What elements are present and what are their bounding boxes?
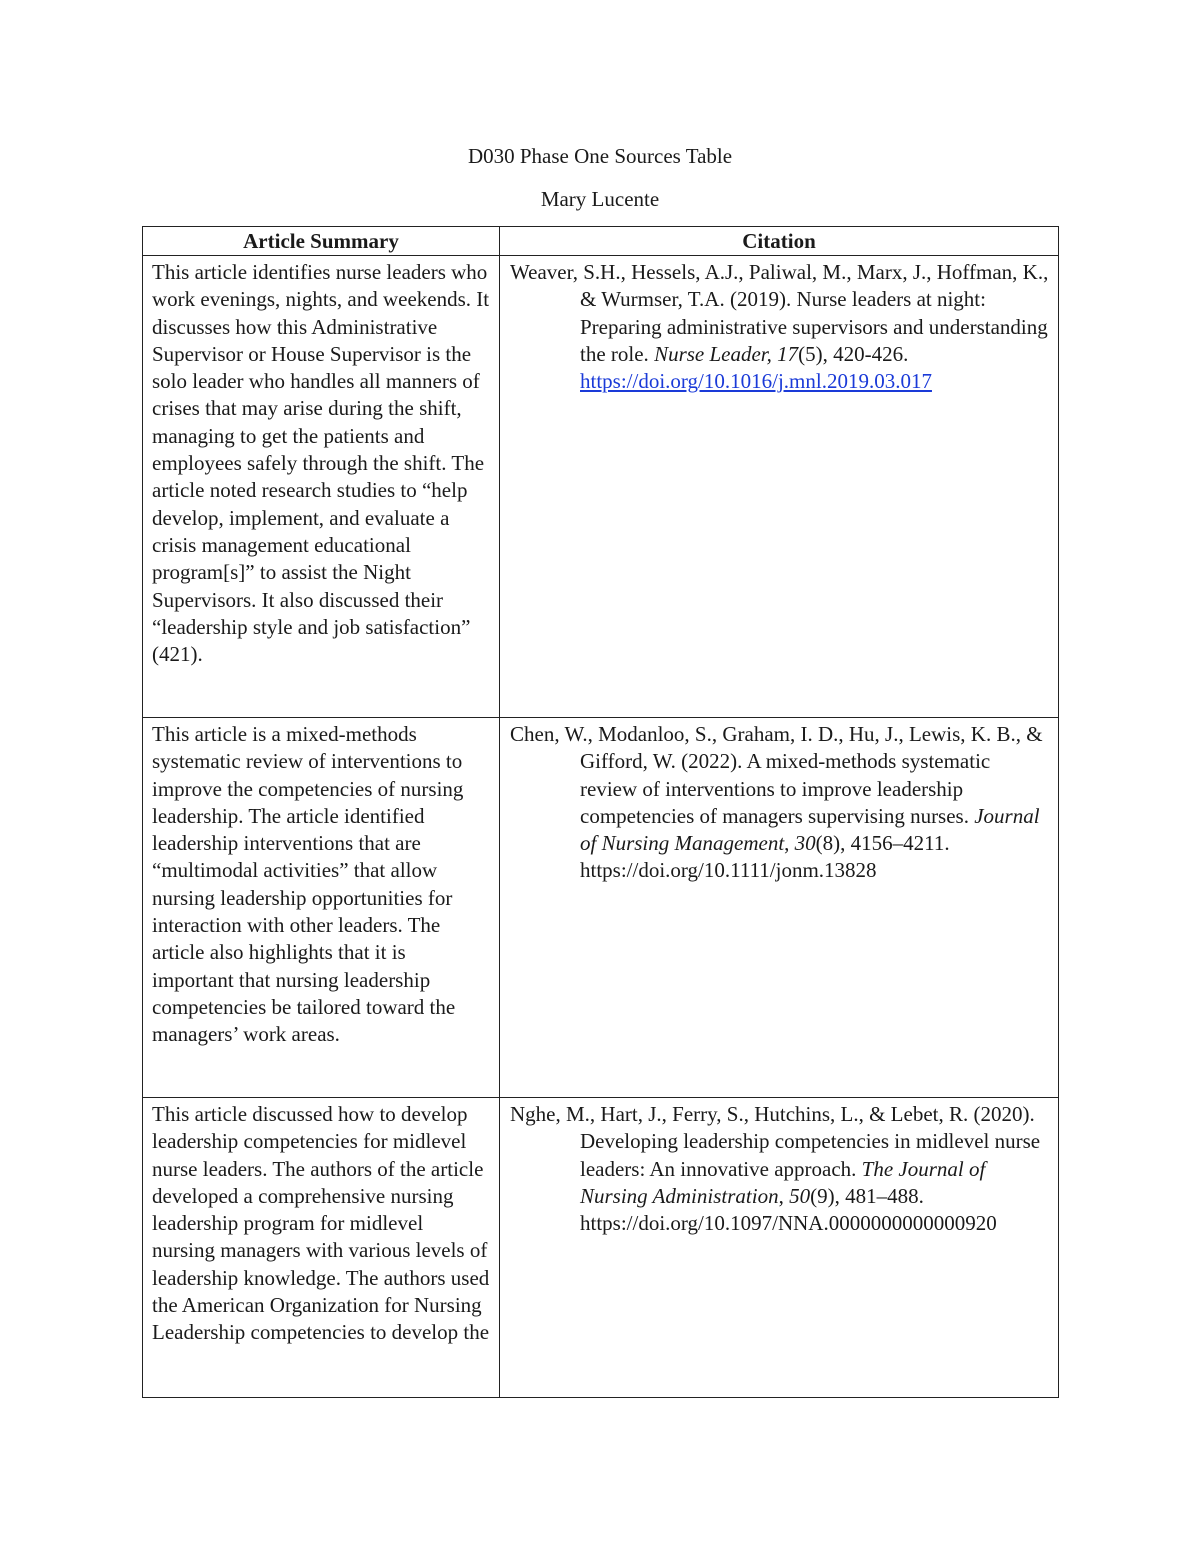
citation-journal: Nurse Leader, 17 — [654, 341, 799, 366]
header-article-summary: Article Summary — [143, 227, 500, 256]
citation-authors-title: Weaver, S.H., Hessels, A.J., Paliwal, M., Marx, J., Hoffman, K., & Wurmser, T.A. (2019). Nurse leaders at night: Preparing administrative supervisors and understanding the role. — [510, 260, 1049, 366]
citation-journal: The Journal of Nursing Administration — [580, 1156, 986, 1208]
document-author: Mary Lucente — [540, 187, 660, 211]
citation-cell — [500, 718, 1059, 1098]
table-row — [143, 256, 1059, 718]
table-row — [143, 1098, 1059, 1398]
citation-cell — [500, 256, 1059, 718]
citation-details: (5), 420-426. — [798, 341, 909, 366]
citation-text — [510, 259, 1052, 395]
citation-cell — [500, 1098, 1059, 1398]
citation-authors-title: Chen, W., Modanloo, S., Graham, I. D., Hu, J., Lewis, K. B., & Gifford, W. (2022). A mixed-methods systematic review of interventions to improve leadership competencies of managers supervising nurses. — [510, 722, 1043, 828]
document-title: D030 Phase One Sources Table — [467, 144, 733, 168]
citation-details: (9), 481–488. https://doi.org/10.1097/NNA.0000000000000920 — [580, 1183, 997, 1236]
doi-link[interactable]: https://doi.org/10.1016/j.mnl.2019.03.017 — [580, 369, 932, 394]
summary-cell: This article identifies nurse leaders who work evenings, nights, and weekends. It discusses how this Administrative Supervisor or House Supervisor is the solo leader who handles all manners of crises that may arise during the shift, managing to get the patients and employees safely through the shift. The article noted research studies to “help develop, implement, and evaluate a crisis management educational program[s]” to assist the Night Supervisors. It also discussed their “leadership style and job satisfaction” (421). — [143, 256, 500, 718]
citation-separator: , — [784, 831, 795, 856]
citation-text — [510, 721, 1052, 885]
header-citation: Citation — [500, 227, 1059, 256]
sources-table — [142, 226, 1059, 1398]
citation-journal: Journal of Nursing Management — [580, 803, 1040, 856]
citation-details: (8), 4156–4211. https://doi.org/10.1111/jonm.13828 — [580, 831, 950, 883]
table-row — [143, 718, 1059, 1098]
summary-cell: This article discussed how to develop leadership competencies for midlevel nurse leaders. The authors of the article developed a comprehensive nursing leadership program for midlevel nursing managers with various levels of leadership knowledge. The authors used the American Organization for Nursing Leadership competencies to develop the — [143, 1098, 500, 1398]
citation-authors-title: Nghe, M., Hart, J., Ferry, S., Hutchins, L., & Lebet, R. (2020). Developing leadership competencies in midlevel nurse leaders: An innovative approach. — [510, 1102, 1041, 1181]
citation-volume: 30 — [794, 831, 816, 856]
citation-separator: , — [778, 1183, 790, 1208]
citation-volume: 50 — [789, 1183, 811, 1208]
citation-text — [510, 1101, 1052, 1237]
table-header-row — [143, 227, 1059, 256]
summary-cell: This article is a mixed-methods systematic review of interventions to improve the competencies of nursing leadership. The article identified leadership interventions that are “multimodal activities” that allow nursing leadership opportunities for interaction with other leaders. The article also highlights that it is important that nursing leadership competencies be tailored toward the managers’ work areas. — [143, 718, 500, 1098]
